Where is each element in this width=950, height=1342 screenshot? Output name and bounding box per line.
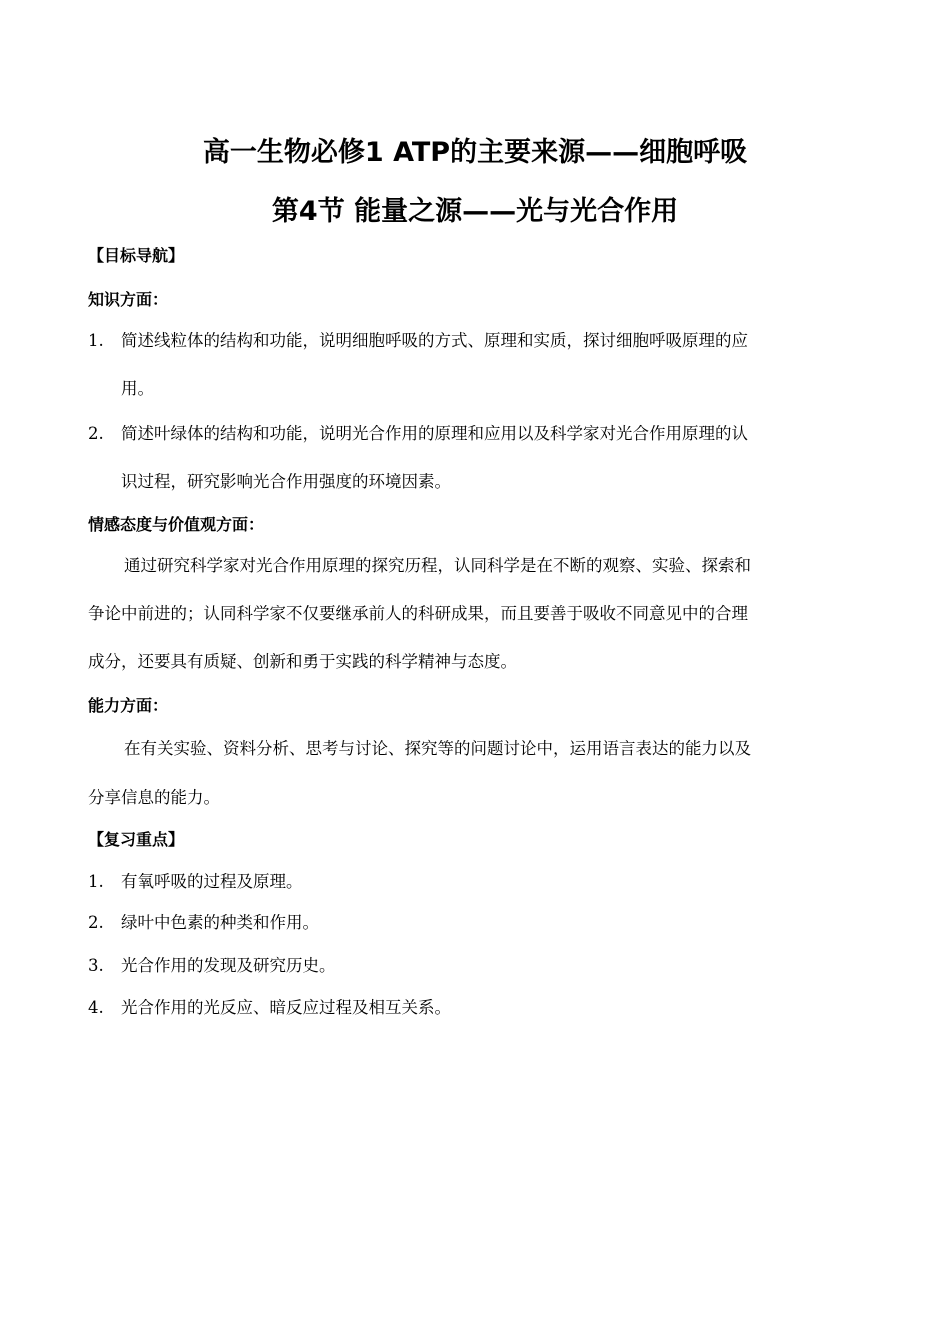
emotion-heading: 情感态度与价值观方面： <box>88 515 265 534</box>
review-item-2-text: 绿叶中色素的种类和作用。 <box>121 913 319 932</box>
section-title: 第4节 能量之源——光与光合作用 <box>271 196 679 227</box>
review-item-4-number: 4. <box>88 998 104 1017</box>
knowledge-item-2-line-2: 识过程，研究影响光合作用强度的环境因素。 <box>121 472 451 491</box>
review-item-3-number: 3. <box>88 956 104 975</box>
review-item-2-number: 2. <box>88 913 104 932</box>
knowledge-item-1-number: 1. <box>88 331 104 350</box>
knowledge-item-1-line-1: 简述线粒体的结构和功能，说明细胞呼吸的方式、原理和实质，探讨细胞呼吸原理的应 <box>121 331 748 350</box>
knowledge-item-2-number: 2. <box>88 424 104 443</box>
review-item-4-text: 光合作用的光反应、暗反应过程及相互关系。 <box>121 998 451 1017</box>
emotion-paragraph-line-1: 通过研究科学家对光合作用原理的探究历程，认同科学是在不断的观察、实验、探索和 <box>124 556 751 575</box>
document-title: 高一生物必修1 ATP的主要来源——细胞呼吸 <box>202 137 748 168</box>
emotion-paragraph-line-3: 成分，还要具有质疑、创新和勇于实践的科学精神与态度。 <box>88 652 517 671</box>
review-heading: 【复习重点】 <box>88 830 185 849</box>
knowledge-item-2-line-1: 简述叶绿体的结构和功能，说明光合作用的原理和应用以及科学家对光合作用原理的认 <box>121 424 748 443</box>
knowledge-heading: 知识方面： <box>88 290 169 309</box>
ability-paragraph-line-2: 分享信息的能力。 <box>88 788 220 807</box>
review-item-1-number: 1. <box>88 872 104 891</box>
review-item-3-text: 光合作用的发现及研究历史。 <box>121 956 336 975</box>
review-item-1-text: 有氧呼吸的过程及原理。 <box>121 872 303 891</box>
ability-heading: 能力方面： <box>88 696 169 715</box>
knowledge-item-1-line-2: 用。 <box>121 379 154 398</box>
emotion-paragraph-line-2: 争论中前进的；认同科学家不仅要继承前人的科研成果，而且要善于吸收不同意见中的合理 <box>88 604 748 623</box>
goals-heading: 【目标导航】 <box>88 246 185 265</box>
ability-paragraph-line-1: 在有关实验、资料分析、思考与讨论、探究等的问题讨论中，运用语言表达的能力以及 <box>124 739 751 758</box>
